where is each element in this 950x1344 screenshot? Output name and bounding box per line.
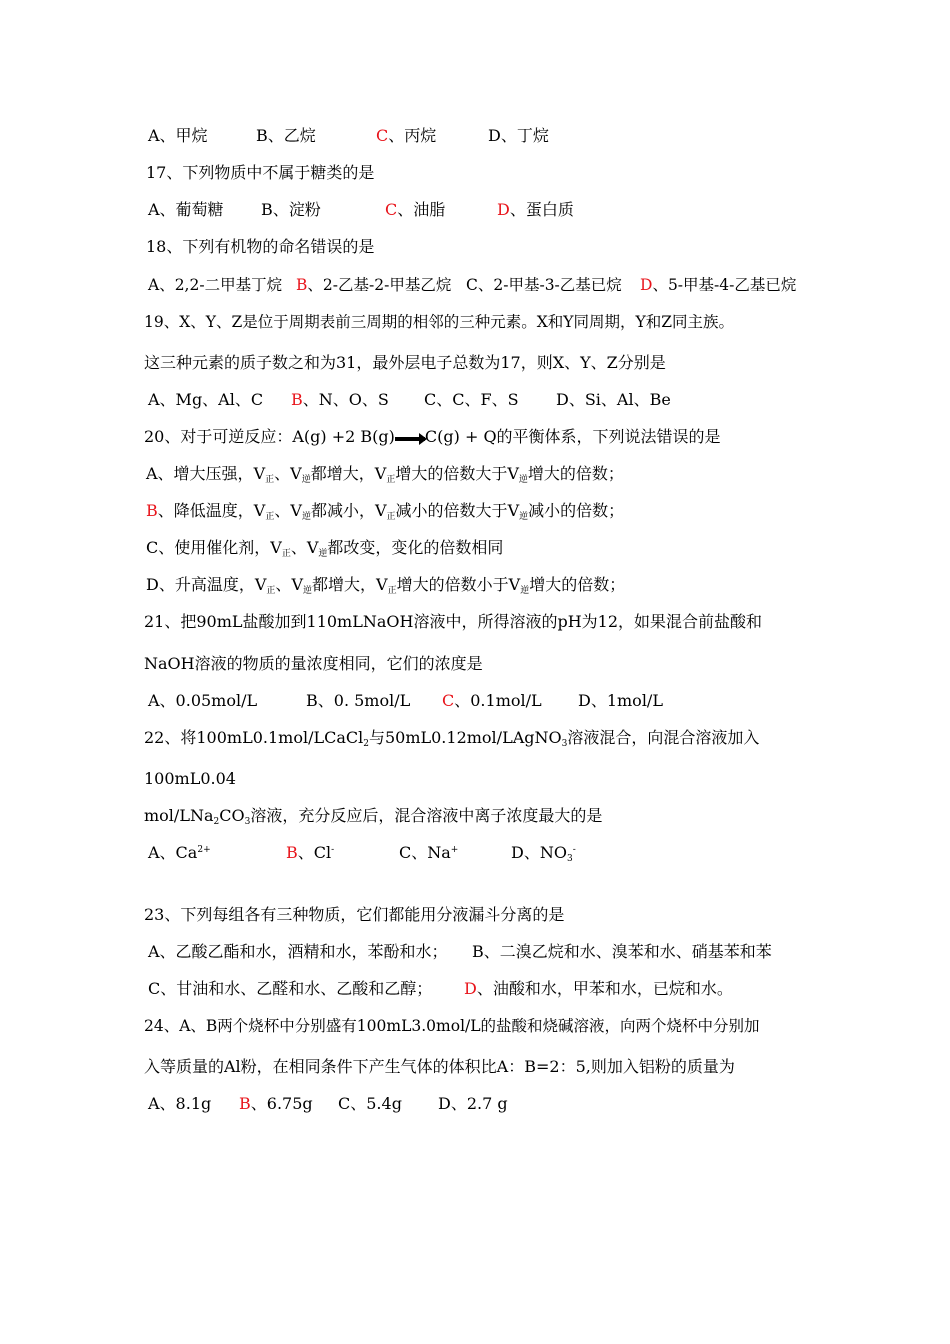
answer-letter: C <box>442 691 455 710</box>
answer-letter: B <box>291 390 303 409</box>
q22-stem-line1: 22、将100mL0.1mol/LCaCl$_2$与50mL0.12mol/LAgNO$_3$溶液混合，向混合溶液加入 <box>144 728 760 749</box>
q19-option-a: A、Mg、Al、C <box>148 390 264 409</box>
answer-letter: B <box>296 276 308 294</box>
answer-letter: B <box>286 843 298 862</box>
q20-option-c: C、使用催化剂，$V_正$、$V_逆$都改变，变化的倍数相同 <box>146 538 504 559</box>
q24-option-c: C、5.4g <box>338 1094 402 1113</box>
q23-option-d: D、油酸和水，甲苯和水，已烷和水。 <box>464 979 733 998</box>
q20-stem: 20、对于可逆反应：A(g) +2 B(g) C(g) + Q的平衡体系，下列说法错误的是 <box>144 427 721 446</box>
q23-stem: 23、下列每组各有三种物质，它们都能用分液漏斗分离的是 <box>144 905 565 924</box>
answer-letter: C <box>385 200 398 219</box>
q24-option-d: D、2.7 g <box>438 1094 508 1113</box>
q20-option-b: B、降低温度，$V_正$、$V_逆$都减小，$V_正$减小的倍数大于$V_逆$减小的倍数； <box>146 501 625 522</box>
q18-option-d: D、5-甲基-4-乙基已烷 <box>640 276 797 294</box>
q21-stem-line2: NaOH溶液的物质的量浓度相同，它们的浓度是 <box>144 654 483 673</box>
answer-letter: D <box>464 979 477 998</box>
q24-stem-line2: 入等质量的Al粉，在相同条件下产生气体的体积比A：B=2：5,则加入铝粉的质量为 <box>144 1057 735 1076</box>
q21-option-c: C、0.1mol/L <box>442 691 542 710</box>
q20-option-d: D、升高温度，$V_正$、$V_逆$都增大，$V_正$增大的倍数小于$V_逆$增大的倍数； <box>146 575 626 596</box>
q22-stem-line3: mol/$LNa_2CO_3$溶液，充分反应后，混合溶液中离子浓度最大的是 <box>144 806 603 827</box>
q23-option-c: C、甘油和水、乙醛和水、乙酸和乙醇； <box>148 979 433 998</box>
q19-stem-line2: 这三种元素的质子数之和为31，最外层电子总数为17，则X、Y、Z分别是 <box>144 353 666 372</box>
q22-stem-line2: 100mL0.04 <box>144 769 236 788</box>
q23-option-b: B、二溴乙烷和水、溴苯和水、硝基苯和苯 <box>472 942 772 961</box>
answer-letter: B <box>239 1094 251 1113</box>
q21-stem-line1: 21、把90mL盐酸加到110mLNaOH溶液中，所得溶液的pH为12，如果混合前盐酸和 <box>144 612 763 631</box>
q16-option-b: B、乙烷 <box>256 126 316 145</box>
q24-stem-line1: 24、A、B两个烧杯中分别盛有100mL3.0mol/L的盐酸和烧碱溶液，向两个烧杯中分别加 <box>144 1017 760 1035</box>
q21-option-d: D、1mol/L <box>578 691 663 710</box>
q16-option-c: C、丙烷 <box>376 126 437 145</box>
q21-option-b: B、0. 5mol/L <box>306 691 411 710</box>
q17-option-d: D、蛋白质 <box>497 200 574 219</box>
q18-option-c: C、2-甲基-3-乙基已烷 <box>466 276 622 294</box>
q24-option-a: A、8.1g <box>148 1094 212 1113</box>
q18-option-b: B、2-乙基-2-甲基乙烷 <box>296 276 452 294</box>
q16-option-d: D、丁烷 <box>488 126 549 145</box>
q22-option-a: A、$Ca^{2+}$ <box>148 843 211 862</box>
q16-option-a: A、甲烷 <box>148 126 208 145</box>
q24-option-b: B、6.75g <box>239 1094 313 1113</box>
answer-letter: D <box>497 200 510 219</box>
q22-option-b: B、Cl- <box>286 843 335 862</box>
reversible-arrow-icon <box>395 432 425 444</box>
q17-option-c: C、油脂 <box>385 200 446 219</box>
q18-option-a: A、2,2-二甲基丁烷 <box>148 276 283 294</box>
q22-option-d: D、$NO_3^-$ <box>511 843 576 864</box>
q19-option-d: D、Si、Al、Be <box>556 390 671 409</box>
answer-letter: D <box>640 276 653 294</box>
q22-option-c: C、Na+ <box>399 843 459 862</box>
q19-option-c: C、C、F、S <box>424 390 519 409</box>
q17-stem: 17、下列物质中不属于糖类的是 <box>146 163 375 182</box>
q18-stem: 18、下列有机物的命名错误的是 <box>146 237 375 256</box>
q23-option-a: A、乙酸乙酯和水，酒精和水，苯酚和水； <box>148 942 448 961</box>
q19-option-b: B、N、O、S <box>291 390 389 409</box>
q21-option-a: A、0.05mol/L <box>148 691 258 710</box>
q20-option-a: A、增大压强，$V_正$、$V_逆$都增大，$V_正$增大的倍数大于$V_逆$增大的倍数； <box>146 464 624 485</box>
answer-letter: C <box>376 126 389 145</box>
answer-letter: B <box>146 501 158 520</box>
q17-option-b: B、淀粉 <box>261 200 321 219</box>
q17-option-a: A、葡萄糖 <box>148 200 224 219</box>
q19-stem-line1: 19、X、Y、Z是位于周期表前三周期的相邻的三种元素。X和Y同周期，Y和Z同主族。 <box>144 313 735 331</box>
